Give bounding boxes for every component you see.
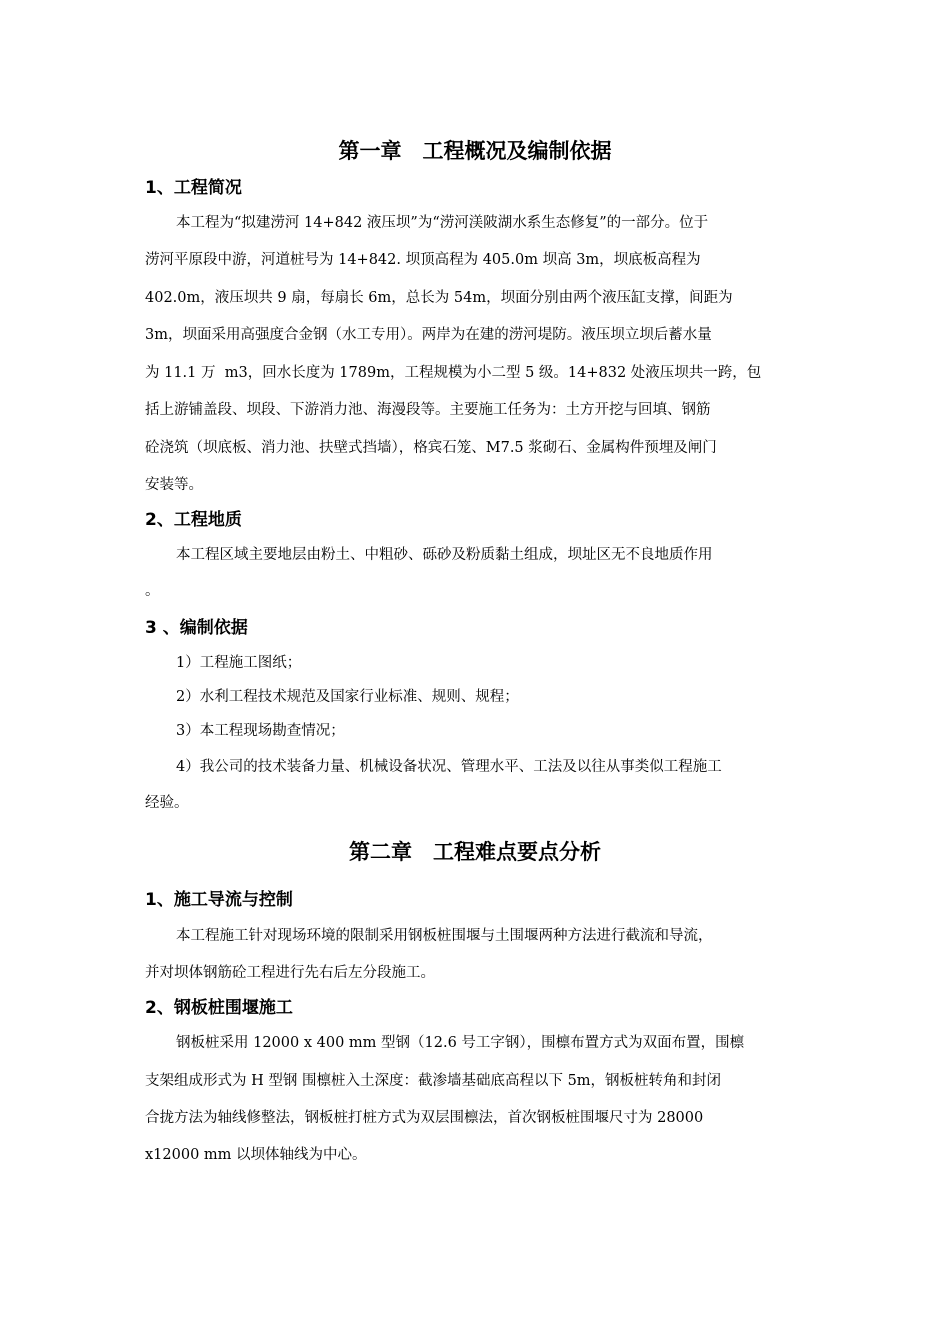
section-heading-project-overview: 1、工程简况	[145, 178, 242, 198]
paragraph-line: 3m，坝面采用高强度合金钢（水工专用）。两岸为在建的涝河堤防。液压坝立坝后蓄水量	[145, 327, 712, 343]
list-item-continuation: 经验。	[145, 795, 189, 811]
paragraph-line: 砼浇筑（坝底板、消力池、扶壁式挡墙），格宾石笼、M7.5 浆砌石、金属构件预埋及闸门	[145, 440, 717, 456]
paragraph-line: 402.0m，液压坝共 9 扇，每扇长 6m，总长为 54m，坝面分别由两个液压缸支撑，间距为	[145, 290, 733, 306]
chapter-2-title: 第二章 工程难点要点分析	[349, 840, 601, 864]
paragraph-line: 安装等。	[145, 477, 203, 493]
chapter-1-title: 第一章 工程概况及编制依据	[338, 139, 612, 163]
list-item: 3）本工程现场勘查情况；	[176, 723, 345, 739]
section-heading-basis: 3 、编制依据	[145, 618, 248, 638]
paragraph-line: x12000 mm 以坝体轴线为中心。	[145, 1147, 367, 1163]
paragraph-line: 涝河平原段中游，河道桩号为 14+842. 坝顶高程为 405.0m 坝高 3m，坝底板高程为	[145, 252, 701, 268]
paragraph-line: 为 11.1 万 m3，回水长度为 1789m，工程规模为小二型 5 级。14+832 处液压坝共一跨，包	[145, 365, 762, 381]
section-heading-diversion: 1、施工导流与控制	[145, 890, 293, 910]
section-heading-geology: 2、工程地质	[145, 510, 242, 530]
list-item: 1）工程施工图纸；	[176, 655, 302, 671]
paragraph-line: 合拢方法为轴线修整法，钢板桩打桩方式为双层围檩法，首次钢板桩围堰尺寸为 28000	[145, 1110, 704, 1126]
paragraph-line: 并对坝体钢筋砼工程进行先右后左分段施工。	[145, 965, 435, 981]
paragraph-line: 括上游铺盖段、坝段、下游消力池、海漫段等。主要施工任务为：土方开挖与回填、钢筋	[145, 402, 711, 418]
paragraph-line: 本工程施工针对现场环境的限制采用钢板桩围堰与土围堰两种方法进行截流和导流，	[176, 928, 713, 944]
section-heading-sheet-pile: 2、钢板桩围堰施工	[145, 998, 293, 1018]
paragraph-line: 。	[145, 583, 160, 599]
paragraph-line: 本工程为“拟建涝河 14+842 液压坝”为“涝河渼陂湖水系生态修复”的一部分。位于	[176, 215, 709, 231]
paragraph-line: 本工程区域主要地层由粉土、中粗砂、砾砂及粉质黏土组成，坝址区无不良地质作用	[176, 547, 713, 563]
list-item: 2）水利工程技术规范及国家行业标准、规则、规程；	[176, 689, 519, 705]
paragraph-line: 钢板桩采用 12000 x 400 mm 型钢（12.6 号工字钢），围檩布置方式为双面布置，围檩	[176, 1035, 745, 1051]
paragraph-line: 支架组成形式为 H 型钢 围檩桩入土深度：截渗墙基础底高程以下 5m，钢板桩转角和封闭	[145, 1073, 722, 1089]
list-item: 4）我公司的技术装备力量、机械设备状况、管理水平、工法及以往从事类似工程施工	[176, 759, 722, 775]
